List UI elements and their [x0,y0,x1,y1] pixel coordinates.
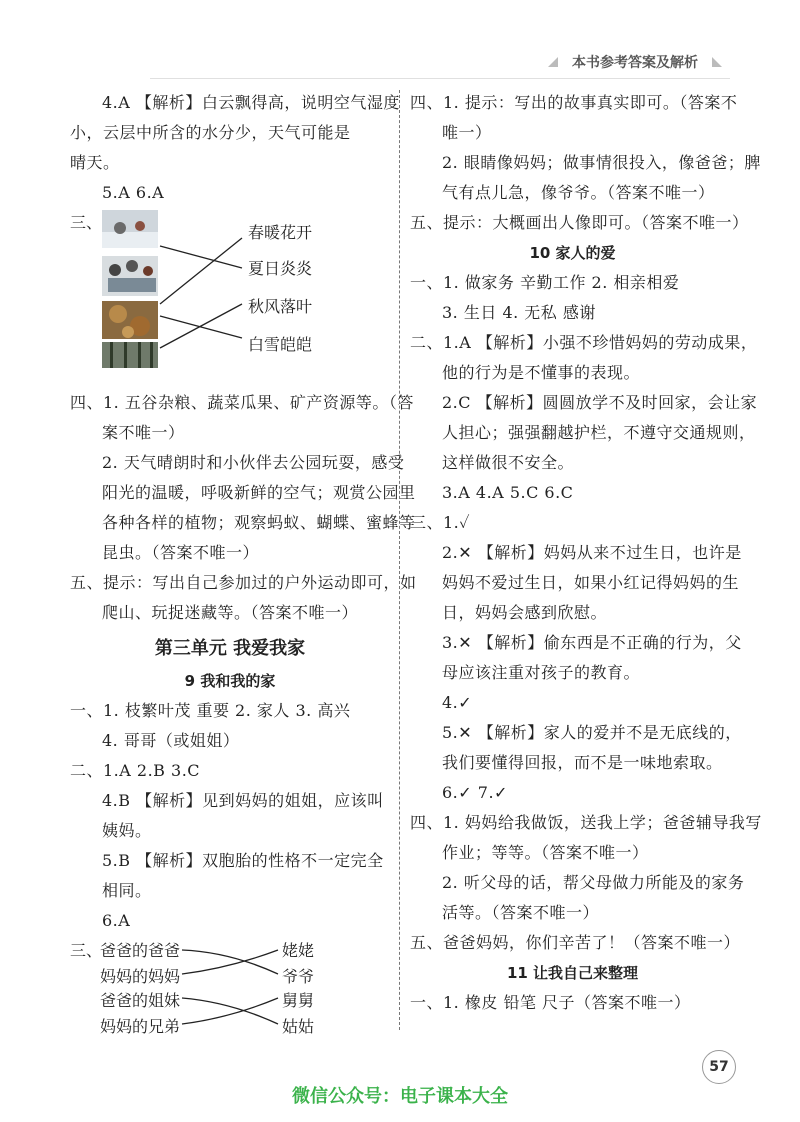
answer-line: 4.✓ [442,693,473,712]
answer-line: 3.A 4.A 5.C 6.C [442,483,574,502]
answer-line: 五、提示：写出自己参加过的户外运动即可，如 [70,573,417,592]
answer-line: 4.A 【解析】白云飘得高，说明空气湿度 [102,93,400,112]
header-title: 本书参考答案及解析 [572,55,698,71]
answer-line: 2. 天气晴朗时和小伙伴去公园玩耍，感受 [102,453,405,472]
answer-line: 爬山、玩捉迷藏等。（答案不唯一） [102,603,359,622]
answer-line: 日，妈妈会感到欣慰。 [442,603,608,622]
answer-line: 气有点儿急，像爷爷。（答案不唯一） [442,183,715,202]
answer-line: 唯一） [442,123,492,142]
season-label: 春暖花开 [248,223,313,242]
answer-line: 5.✕ 【解析】家人的爱并不是无底线的， [442,723,742,742]
photo-winter [102,210,158,248]
answer-line: 4.B 【解析】见到妈妈的姐姐，应该叫 [102,791,384,810]
family-left: 爸爸的爸爸 [100,941,181,960]
answer-line: 5.B 【解析】双胞胎的性格不一定完全 [102,851,384,870]
answer-line: 4. 哥哥（或姐姐） [102,731,240,750]
unit-title: 第三单元 我爱我家 [154,638,306,659]
answer-line: 四、1. 提示：写出的故事真实即可。（答案不 [410,93,738,112]
answer-line: 母应该注重对孩子的教育。 [442,663,641,682]
family-left: 爸爸的姐妹 [100,991,181,1010]
answer-line: 案不唯一） [102,423,185,442]
photo-forest [102,342,158,368]
answer-line: 2.C 【解析】圆圆放学不及时回家，会让家 [442,393,758,412]
lesson-title: 9 我和我的家 [184,672,276,690]
answer-line: 我们要懂得回报，而不是一味地索取。 [442,753,723,772]
answer-line: 各种各样的植物；观察蚂蚁、蝴蝶、蜜蜂等 [102,513,416,532]
answer-line: 昆虫。（答案不唯一） [102,543,260,562]
answer-line: 妈妈不爱过生日，如果小红记得妈妈的生 [442,573,740,592]
season-label: 白雪皑皑 [248,335,313,354]
footer-watermark: 微信公众号：电子课本大全 [292,1086,508,1107]
family-left: 妈妈的妈妈 [100,967,181,986]
answer-line: 2.✕ 【解析】妈妈从来不过生日，也许是 [442,543,742,562]
right-column [410,88,762,1018]
season-photos [70,208,390,368]
answer-line: 小，云层中所含的水分少，天气可能是 [70,123,351,142]
answer-line: 作业；等等。（答案不唯一） [442,843,649,862]
answer-line: 晴天。 [70,153,120,172]
family-lines [70,938,390,1038]
season-label: 夏日炎炎 [248,259,313,278]
answer-line: 五、爸爸妈妈，你们辛苦了！（答案不唯一） [410,933,741,952]
answer-line: 他的行为是不懂事的表现。 [442,363,641,382]
lesson-title: 10 家人的爱 [529,244,616,262]
answer-line: 活等。（答案不唯一） [442,903,600,922]
season-matching [70,208,390,368]
answer-line: 三、1.✓ [410,513,471,532]
answer-line: 二、1.A 【解析】小强不珍惜妈妈的劳动成果， [410,333,758,352]
running-header [548,52,722,72]
match-lines [160,238,242,348]
family-right: 姥姥 [282,941,315,960]
season-label: 秋风落叶 [248,297,313,316]
section-label: 三、 [70,213,103,232]
family-right: 姑姑 [282,1017,315,1036]
answer-line: 阳光的温暖，呼吸新鲜的空气；观赏公园里 [102,483,416,502]
answer-line: 四、1. 五谷杂粮、蔬菜瓜果、矿产资源等。（答 [70,393,414,412]
answer-line: 5.A 6.A [102,183,165,202]
answer-line: 2. 听父母的话，帮父母做力所能及的家务 [442,873,745,892]
triangle-left-icon [548,57,558,67]
answer-line: 6.A [102,911,131,930]
family-right: 舅舅 [282,991,315,1010]
family-left: 妈妈的兄弟 [100,1017,181,1036]
answer-line: 一、1. 橡皮 铅笔 尺子（答案不唯一） [410,993,691,1012]
answer-line: 四、1. 妈妈给我做饭，送我上学；爸爸辅导我写 [410,813,762,832]
answer-line: 五、提示：大概画出人像即可。（答案不唯一） [410,213,749,232]
answer-line: 6.✓ 7.✓ [442,783,508,802]
section-label: 三、 [70,941,103,960]
answer-line: 姨妈。 [102,821,152,840]
answer-line: 2. 眼睛像妈妈；做事情很投入，像爸爸；脾 [442,153,761,172]
answer-line: 一、1. 枝繁叶茂 重要 2. 家人 3. 高兴 [70,701,351,720]
answer-line: 二、1.A 2.B 3.C [70,761,201,780]
family-matching [70,938,390,1038]
header-rule [150,78,730,79]
answer-line: 一、1. 做家务 辛勤工作 2. 相亲相爱 [410,273,680,292]
lesson-title: 11 让我自己来整理 [506,964,639,982]
triangle-right-icon [712,57,722,67]
answer-line: 这样做很不安全。 [442,453,575,472]
answer-line: 3. 生日 4. 无私 感谢 [442,303,596,322]
answer-line: 相同。 [102,881,152,900]
photo-autumn [102,301,158,339]
family-right: 爷爷 [282,967,315,986]
column-divider [399,90,400,1030]
page-number: 57 [702,1050,736,1084]
photo-children [102,256,158,296]
answer-line: 3.✕ 【解析】偷东西是不正确的行为，父 [442,633,742,652]
answer-line: 人担心；强强翻越护栏，不遵守交通规则， [442,423,756,442]
